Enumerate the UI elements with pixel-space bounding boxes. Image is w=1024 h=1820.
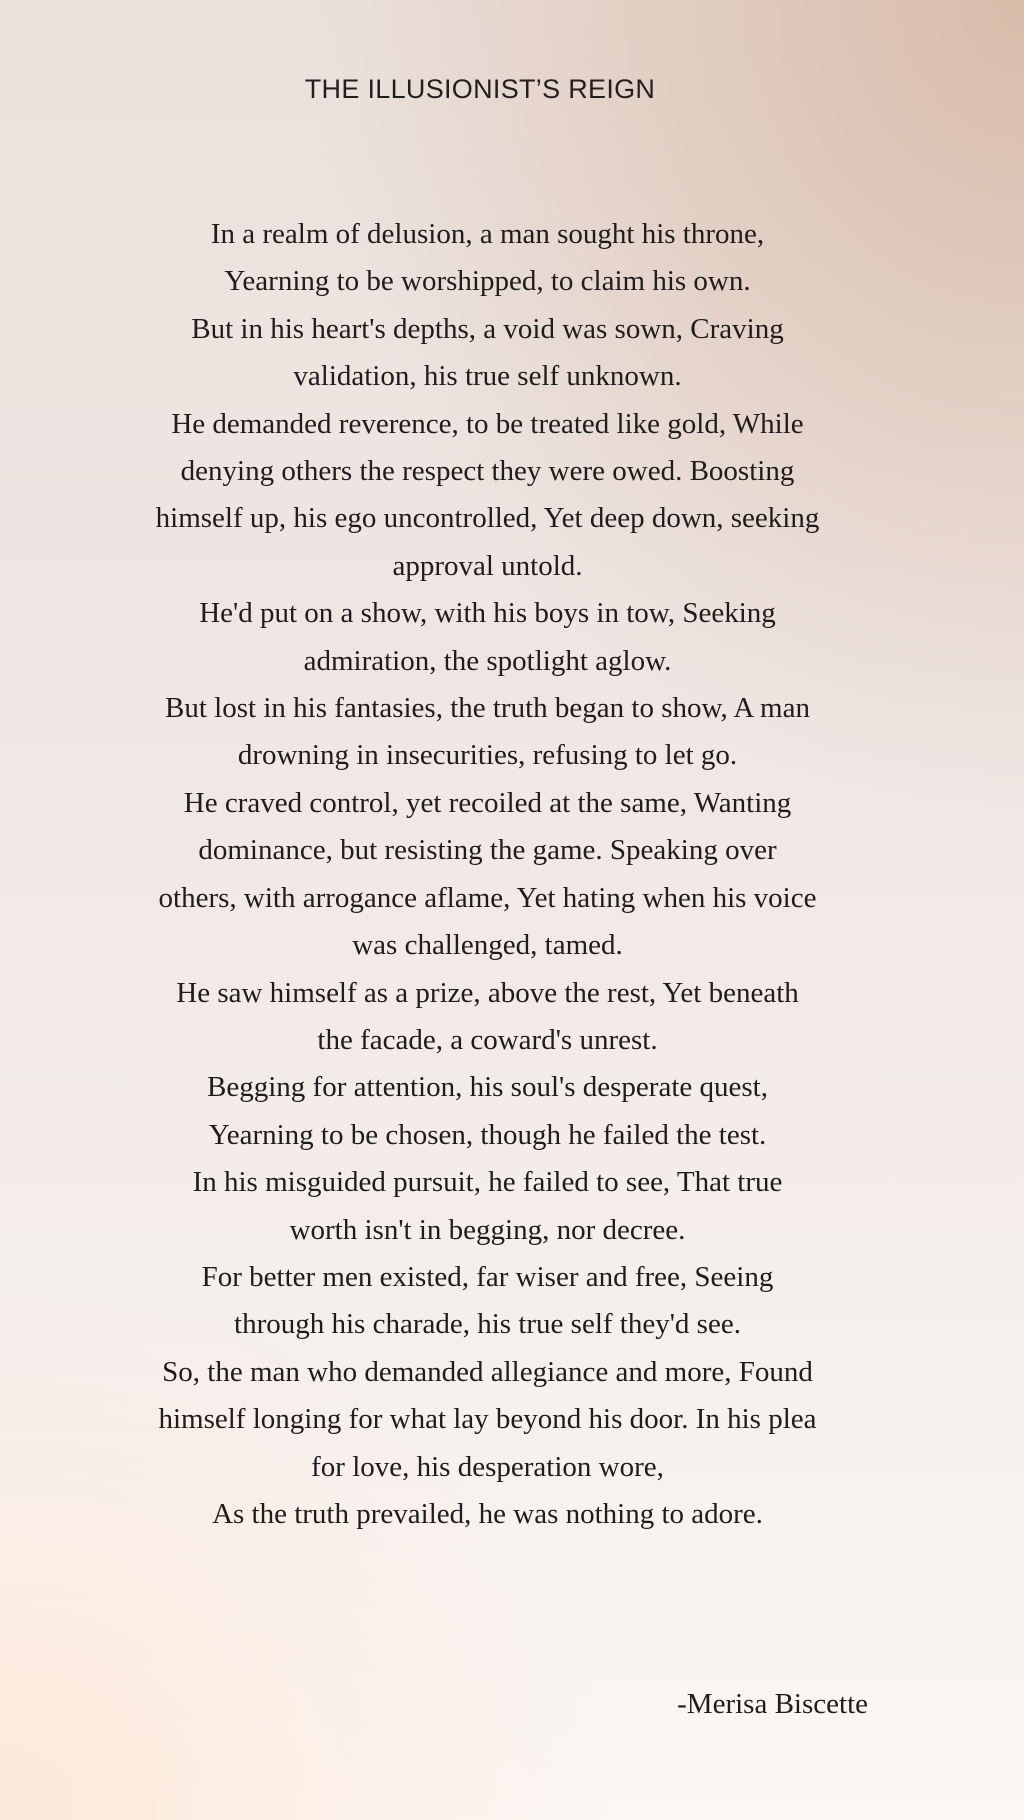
poem-line: approval untold. (392, 549, 583, 582)
poem-line: Yearning to be worshipped, to claim his own. (224, 265, 751, 298)
author-signature: -Merisa Biscette (677, 1688, 868, 1720)
poem-line: validation, his true self unknown. (293, 360, 682, 393)
poem-line: He saw himself as a prize, above the rest, Yet beneath (176, 976, 799, 1009)
poem-line: dominance, but resisting the game. Speaking over (198, 834, 777, 867)
poem-body (95, 211, 880, 1538)
poem-line: the facade, a coward's unrest. (317, 1023, 658, 1056)
poem-title: THE ILLUSIONIST’S REIGN (304, 74, 656, 104)
poem-line: for love, his desperation wore, (311, 1450, 664, 1483)
poem-line: denying others the respect they were owed. Boosting (180, 455, 795, 488)
poem-line: himself up, his ego uncontrolled, Yet deep down, seeking (155, 502, 820, 535)
poem-line: others, with arrogance aflame, Yet hating when his voice (158, 881, 817, 914)
poem-line: As the truth prevailed, he was nothing to adore. (212, 1497, 763, 1530)
poem-line: He demanded reverence, to be treated like gold, While (171, 407, 804, 440)
poem-line: So, the man who demanded allegiance and more, Found (162, 1355, 813, 1388)
poem-line: worth isn't in begging, nor decree. (289, 1213, 686, 1246)
poem-line: But lost in his fantasies, the truth began to show, A man (165, 692, 810, 725)
poem-line: through his charade, his true self they'd see. (234, 1308, 741, 1341)
poem-line: admiration, the spotlight aglow. (303, 644, 672, 677)
poem-line: He'd put on a show, with his boys in tow, Seeking (199, 597, 776, 630)
poem-line: In his misguided pursuit, he failed to see, That true (192, 1166, 783, 1199)
poem-line: was challenged, tamed. (352, 929, 623, 962)
poem-line: He craved control, yet recoiled at the same, Wanting (183, 786, 792, 819)
poem-line: drowning in insecurities, refusing to let go. (237, 739, 738, 772)
poem-line: But in his heart's depths, a void was sown, Craving (191, 312, 784, 345)
poem-line: For better men existed, far wiser and free, Seeing (201, 1260, 774, 1293)
poem-line: himself longing for what lay beyond his door. In his plea (158, 1403, 817, 1436)
poem-line: Yearning to be chosen, though he failed the test. (208, 1118, 767, 1151)
poem-line: In a realm of delusion, a man sought his throne, (210, 218, 765, 250)
poem-line: Begging for attention, his soul's desperate quest, (207, 1071, 768, 1104)
